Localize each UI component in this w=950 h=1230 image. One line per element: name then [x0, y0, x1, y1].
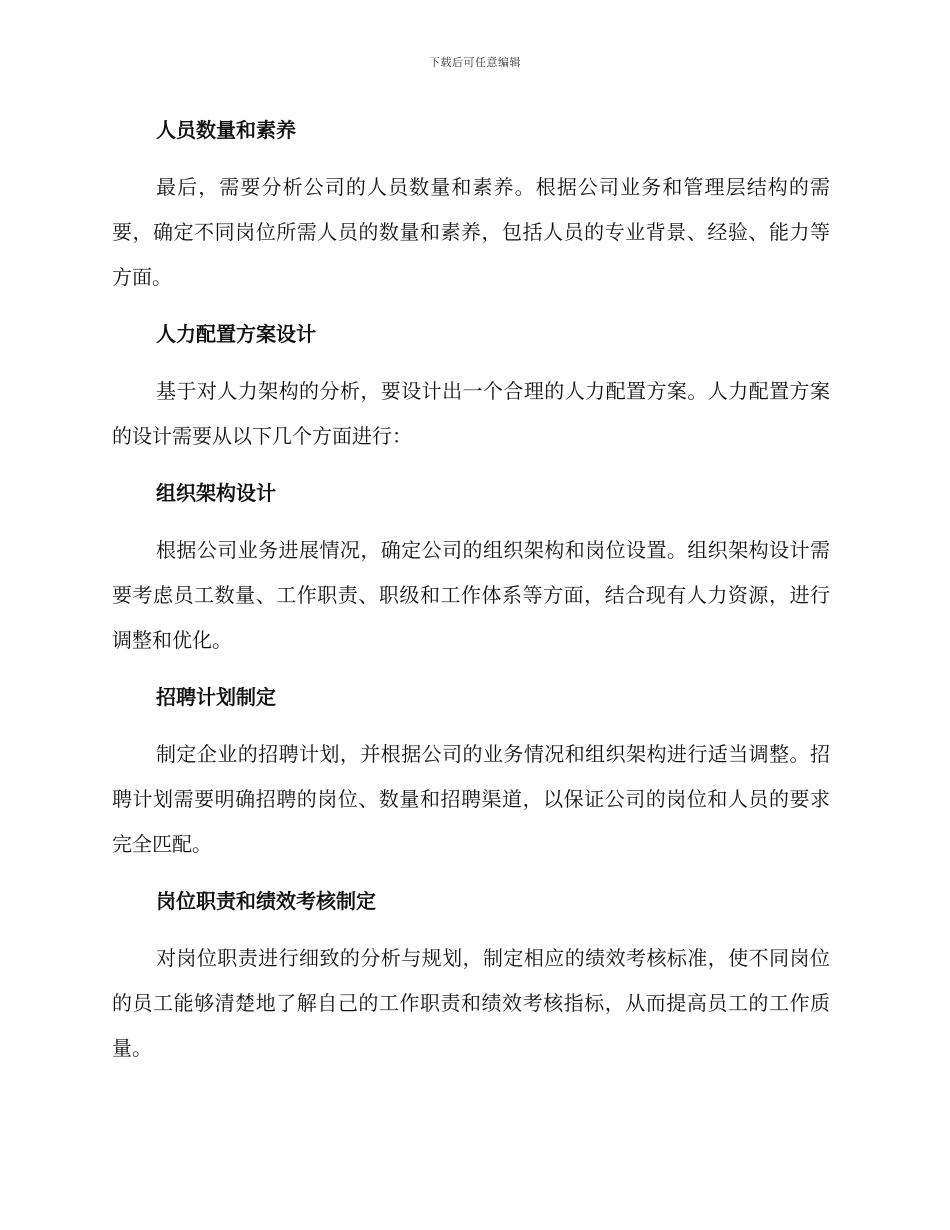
section-paragraph-org-structure: 根据公司业务进展情况，确定公司的组织架构和岗位设置。组织架构设计需要考虑员工数量、工作职责、职级和工作体系等方面，结合现有人力资源，进行调整和优化。	[112, 538, 830, 652]
header-note: 下载后可任意编辑	[429, 56, 521, 69]
section-paragraph-job-duties-performance: 对岗位职责进行细致的分析与规划，制定相应的绩效考核标准，使不同岗位的员工能够清楚地了解自己的工作职责和绩效考核指标，从而提高员工的工作质量。	[112, 946, 830, 1060]
document-body	[112, 108, 830, 1083]
section-heading-org-structure: 组织架构设计	[156, 481, 276, 505]
section-paragraph-staffing-plan-design: 基于对人力架构的分析，要设计出一个合理的人力配置方案。人力配置方案的设计需要从以下几个方面进行：	[112, 379, 830, 448]
section-heading-recruitment-plan: 招聘计划制定	[156, 685, 276, 709]
section-paragraph-staff-quantity: 最后，需要分析公司的人员数量和素养。根据公司业务和管理层结构的需要，确定不同岗位所需人员的数量和素养，包括人员的专业背景、经验、能力等方面。	[112, 175, 830, 289]
section-heading-job-duties-performance: 岗位职责和绩效考核制定	[156, 889, 376, 913]
section-heading-staff-quantity: 人员数量和素养	[156, 118, 296, 142]
section-paragraph-recruitment-plan: 制定企业的招聘计划，并根据公司的业务情况和组织架构进行适当调整。招聘计划需要明确招聘的岗位、数量和招聘渠道，以保证公司的岗位和人员的要求完全匹配。	[112, 742, 830, 856]
section-heading-staffing-plan-design: 人力配置方案设计	[156, 322, 316, 346]
